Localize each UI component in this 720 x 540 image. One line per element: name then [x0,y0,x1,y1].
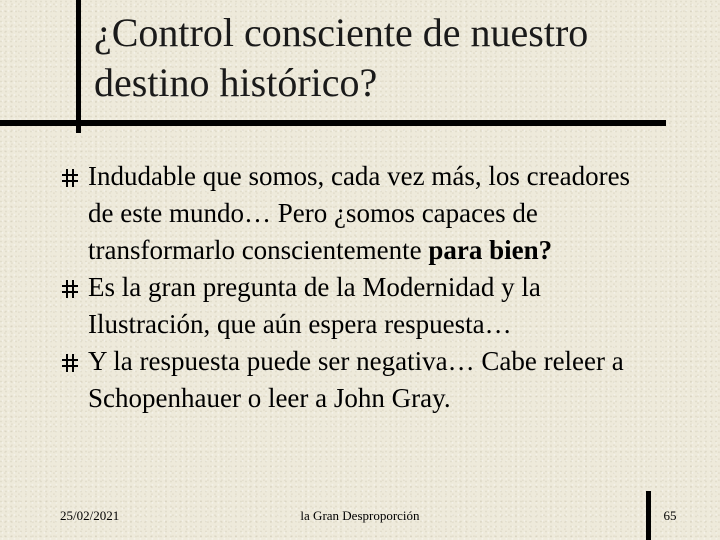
page-number: 65 [663,508,677,523]
hash-bullet-icon [60,279,80,299]
title-underline-rule [0,120,666,126]
hash-bullet-icon [60,168,80,188]
footer-center-text: la Gran Desproporción [300,508,420,523]
bullet-text: Es la gran pregunta de la Modernidad y la Ilustración, que aún espera respuesta… [88,272,541,339]
footer-date: 25/02/2021 [60,508,120,523]
hash-bullet-icon [60,353,80,373]
bullet-emphasis: para bien? [428,235,553,265]
slide-title: ¿Control consciente de nuestro destino histórico? [94,10,589,105]
bullet-item-2 [60,269,660,343]
bullet-item-1 [60,158,660,269]
bullet-item-3 [60,343,660,417]
bullet-text: Y la respuesta puede ser negativa… Cabe releer a Schopenhauer o leer a John Gray. [88,346,624,413]
page-number-rule [646,491,651,540]
bullet-text: Indudable que somos, cada vez más, los creadores de este mundo… Pero ¿somos capaces de transformarlo conscientemente [88,161,631,265]
bullet-list [60,158,660,417]
title-left-rule [76,0,81,133]
